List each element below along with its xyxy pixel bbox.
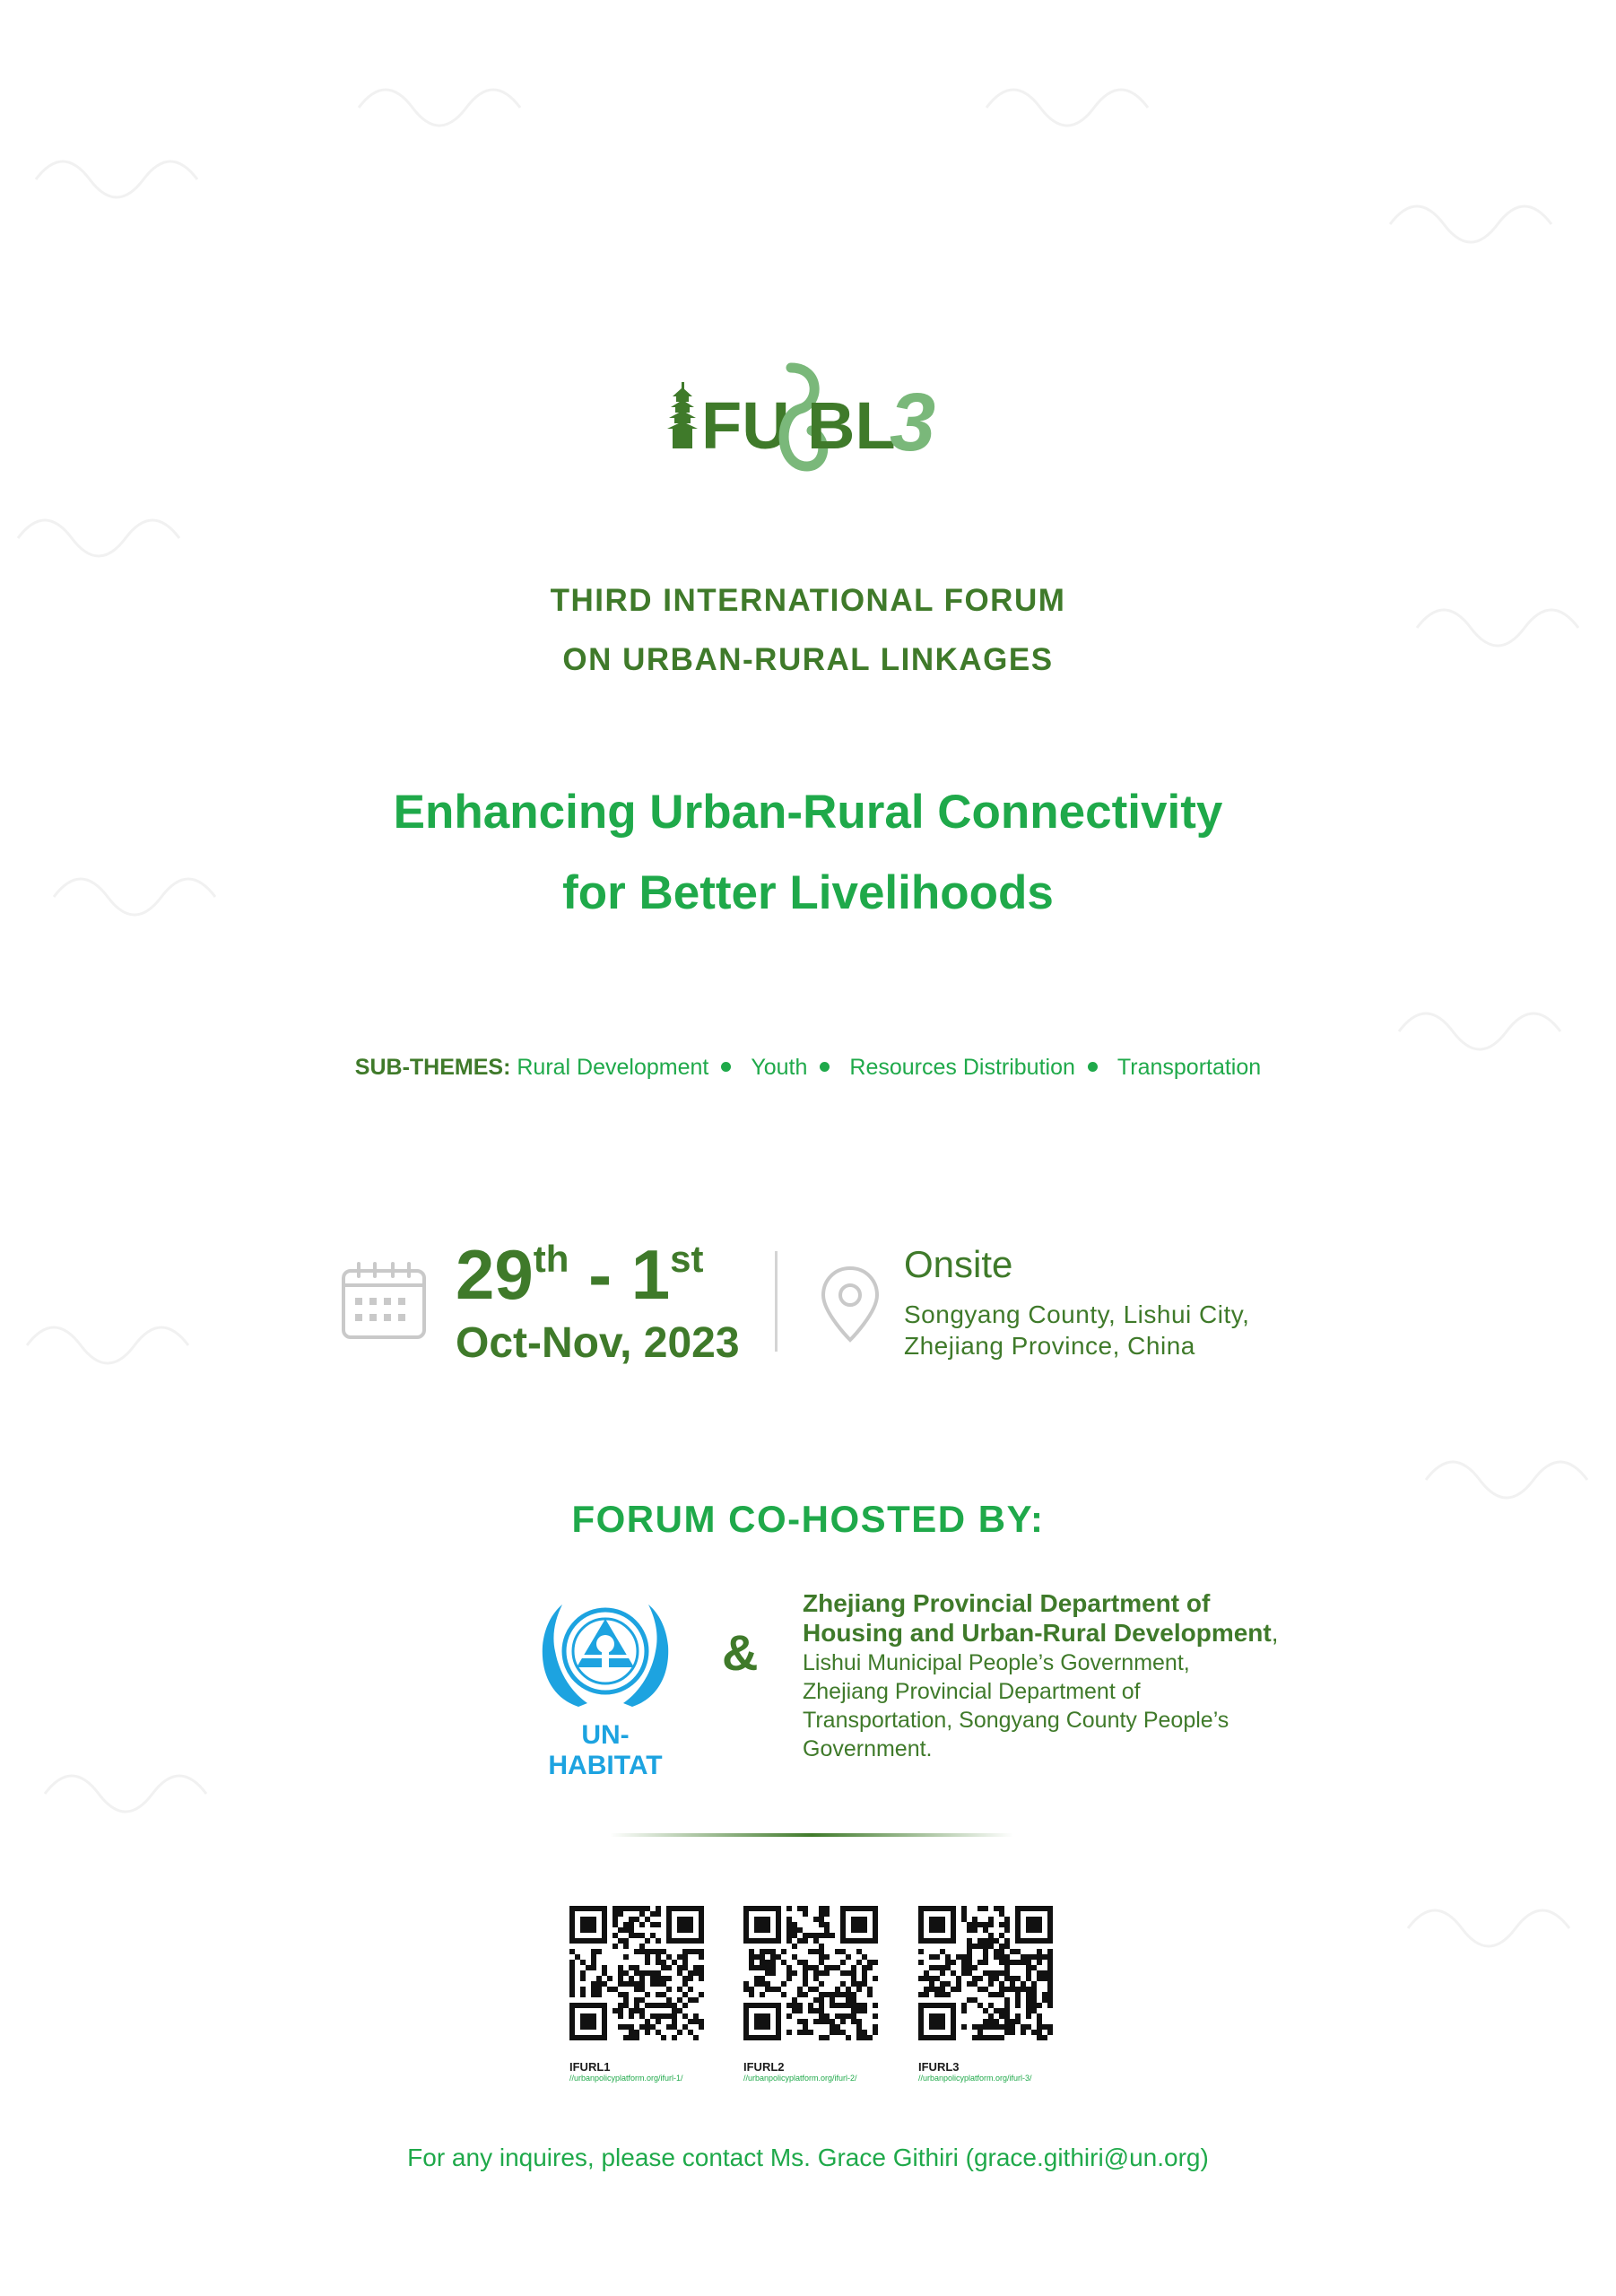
cohosts-title: FORUM CO-HOSTED BY: bbox=[571, 1498, 1045, 1540]
subthemes bbox=[0, 1055, 1616, 1081]
date-end-suffix: st bbox=[670, 1238, 704, 1280]
partner-line1: Lishui Municipal People’s Government, bbox=[803, 1650, 1190, 1675]
qr-code-icon bbox=[569, 1906, 704, 2040]
qr-code-ifurl3[interactable] bbox=[918, 1906, 1053, 2083]
partner-bold-line2 bbox=[803, 1619, 1279, 1648]
vertical-divider bbox=[775, 1251, 778, 1352]
forum-name-line2: ON URBAN-RURAL LINKAGES bbox=[562, 642, 1054, 677]
partner-bold-text: Housing and Urban-Rural Development bbox=[803, 1619, 1272, 1647]
svg-text:BL: BL bbox=[807, 388, 896, 463]
qr-code-ifurl2[interactable] bbox=[743, 1906, 878, 2083]
location-pin-icon bbox=[818, 1265, 882, 1345]
svg-text:FU: FU bbox=[701, 388, 790, 463]
partner-comma: , bbox=[1271, 1619, 1279, 1647]
subthemes-label: SUB-THEMES: bbox=[354, 1055, 511, 1080]
bullet-icon bbox=[820, 1062, 830, 1072]
subtheme-item: Youth bbox=[751, 1055, 808, 1080]
qr-code-icon bbox=[743, 1906, 878, 2040]
section-divider bbox=[610, 1833, 1013, 1837]
svg-text:3: 3 bbox=[890, 377, 936, 468]
venue-type: Onsite bbox=[904, 1243, 1013, 1285]
date-end: 1 bbox=[630, 1235, 671, 1314]
partner-bold-line1: Zhejiang Provincial Department of bbox=[803, 1589, 1211, 1617]
subtheme-item: Resources Distribution bbox=[849, 1055, 1075, 1080]
event-month-year: Oct-Nov, 2023 bbox=[456, 1319, 740, 1367]
un-habitat-emblem-icon bbox=[525, 1592, 686, 1718]
theme-line1: Enhancing Urban-Rural Connectivity bbox=[393, 786, 1223, 839]
un-habitat-name: UN-HABITAT bbox=[548, 1720, 663, 1780]
date-separator: - bbox=[588, 1235, 613, 1314]
qr-url[interactable]: //urbanpolicyplatform.org/ifurl-3/ bbox=[918, 2074, 1032, 2083]
partner-line3: Transportation, Songyang County People’s bbox=[803, 1708, 1229, 1733]
bullet-icon bbox=[721, 1062, 731, 1072]
subtheme-item: Rural Development bbox=[517, 1055, 709, 1080]
date-start: 29 bbox=[456, 1235, 534, 1314]
venue-line2: Zhejiang Province, China bbox=[904, 1332, 1195, 1360]
calendar-icon bbox=[341, 1260, 427, 1341]
partner-line2: Zhejiang Provincial Department of bbox=[803, 1679, 1141, 1704]
contact-line: For any inquires, please contact Ms. Grace Githiri (grace.githiri@un.org) bbox=[407, 2144, 1209, 2171]
venue-line1: Songyang County, Lishui City, bbox=[904, 1300, 1250, 1328]
qr-label: IFURL2 bbox=[743, 2060, 785, 2074]
qr-code-ifurl1[interactable] bbox=[569, 1906, 704, 2083]
ampersand: & bbox=[722, 1624, 759, 1681]
subtheme-item: Transportation bbox=[1116, 1055, 1262, 1080]
qr-label: IFURL1 bbox=[569, 2060, 611, 2074]
qr-url[interactable]: //urbanpolicyplatform.org/ifurl-1/ bbox=[569, 2074, 683, 2083]
forum-name-line1: THIRD INTERNATIONAL FORUM bbox=[550, 583, 1066, 618]
partner-line4: Government. bbox=[803, 1736, 933, 1761]
theme-line2: for Better Livelihoods bbox=[562, 866, 1054, 919]
qr-label: IFURL3 bbox=[918, 2060, 960, 2074]
qr-url[interactable]: //urbanpolicyplatform.org/ifurl-2/ bbox=[743, 2074, 857, 2083]
qr-code-icon bbox=[918, 1906, 1053, 2040]
bullet-icon bbox=[1088, 1062, 1098, 1072]
event-date-range bbox=[456, 1234, 704, 1316]
ifurl3-logo bbox=[664, 350, 960, 475]
date-start-suffix: th bbox=[533, 1238, 569, 1280]
